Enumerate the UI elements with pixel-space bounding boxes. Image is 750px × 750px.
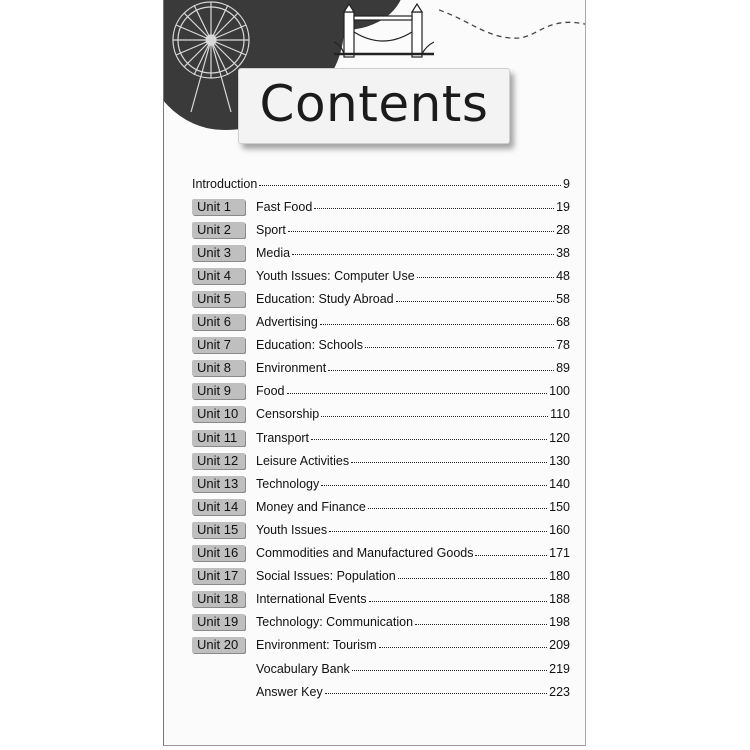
toc-page-number: 171: [549, 546, 570, 561]
book-page: [163, 0, 586, 746]
toc-page-number: 140: [549, 476, 570, 491]
toc-label: Education: Study Abroad: [256, 292, 394, 307]
toc-label: Answer Key: [256, 684, 323, 699]
dot-leader: [475, 547, 547, 556]
toc-page-number: 58: [556, 292, 570, 307]
toc-row-unit[interactable]: [192, 334, 570, 357]
dot-leader: [369, 593, 548, 602]
unit-badge: Unit 11: [192, 430, 245, 446]
toc-row-unit[interactable]: [192, 218, 570, 241]
toc-label: Vocabulary Bank: [256, 661, 350, 676]
toc-label: Media: [256, 245, 291, 260]
toc-label: Sport: [256, 222, 286, 237]
toc-label: Technology: Communication: [256, 615, 414, 630]
dot-leader: [396, 293, 554, 302]
dashed-path-decoration: [439, 0, 586, 60]
toc-row-unit[interactable]: [192, 588, 570, 611]
toc-label: Education: Schools: [256, 338, 364, 353]
title-card: [238, 68, 510, 144]
unit-badge: Unit 12: [192, 453, 245, 469]
toc-page-number: 209: [549, 638, 570, 653]
dot-leader: [314, 200, 554, 209]
toc-label: Censorship: [256, 407, 320, 422]
toc-page-number: 9: [563, 176, 570, 191]
unit-badge: Unit 6: [192, 314, 245, 330]
toc-row-unit[interactable]: [192, 426, 570, 449]
toc-row-vocabulary-bank[interactable]: [192, 657, 570, 680]
toc-row-unit[interactable]: [192, 518, 570, 541]
dot-leader: [328, 362, 554, 371]
toc-label: Youth Issues: [256, 522, 328, 537]
toc-label: Commodities and Manufactured Goods: [256, 546, 474, 561]
unit-badge: Unit 18: [192, 591, 245, 607]
dot-leader: [365, 339, 554, 348]
toc-page-number: 68: [556, 315, 570, 330]
toc-label: Introduction: [192, 176, 258, 191]
dot-leader: [417, 269, 554, 278]
dot-leader: [329, 523, 547, 532]
toc-label: Money and Finance: [256, 499, 366, 514]
dot-leader: [321, 408, 548, 417]
toc-label: Social Issues: Population: [256, 569, 396, 584]
dot-leader: [325, 685, 547, 694]
toc-row-unit[interactable]: [192, 565, 570, 588]
toc-row-unit[interactable]: [192, 449, 570, 472]
toc-page-number: 180: [549, 569, 570, 584]
unit-badge: Unit 15: [192, 522, 245, 538]
toc-page-number: 223: [549, 684, 570, 699]
toc-row-unit[interactable]: [192, 241, 570, 264]
tower-bridge-icon: [334, 2, 434, 62]
toc-label: Environment: [256, 361, 327, 376]
dot-leader: [321, 477, 547, 486]
dot-leader: [415, 616, 547, 625]
dot-leader: [287, 385, 548, 394]
dot-leader: [352, 662, 547, 671]
toc-page-number: 48: [556, 268, 570, 283]
toc-label: International Events: [256, 592, 367, 607]
toc-label: Fast Food: [256, 199, 313, 214]
unit-badge: Unit 13: [192, 476, 245, 492]
toc-page-number: 78: [556, 338, 570, 353]
dot-leader: [379, 639, 547, 648]
unit-badge: Unit 16: [192, 545, 245, 561]
toc-label: Advertising: [256, 315, 318, 330]
toc-label: Leisure Activities: [256, 453, 350, 468]
toc-row-unit[interactable]: [192, 195, 570, 218]
toc-page-number: 28: [556, 222, 570, 237]
unit-badge: Unit 14: [192, 499, 245, 515]
toc-page-number: 38: [556, 245, 570, 260]
unit-badge: Unit 1: [192, 199, 245, 215]
unit-badge: Unit 9: [192, 383, 245, 399]
toc-label: Technology: [256, 476, 320, 491]
toc-page-number: 89: [556, 361, 570, 376]
toc-row-unit[interactable]: [192, 542, 570, 565]
toc-row-unit[interactable]: [192, 357, 570, 380]
toc-page-number: 160: [549, 522, 570, 537]
unit-badge: Unit 8: [192, 360, 245, 376]
dot-leader: [320, 316, 554, 325]
unit-badge: Unit 3: [192, 245, 245, 261]
dot-leader: [288, 223, 554, 232]
unit-badge: Unit 2: [192, 222, 245, 238]
toc-label: Transport: [256, 430, 310, 445]
unit-badge: Unit 5: [192, 291, 245, 307]
toc-page-number: 110: [550, 407, 570, 422]
toc-page-number: 219: [549, 661, 570, 676]
toc-page-number: 130: [549, 453, 570, 468]
dot-leader: [292, 246, 554, 255]
toc-row-introduction[interactable]: [192, 172, 570, 195]
toc-page-number: 19: [556, 199, 570, 214]
toc-row-unit[interactable]: [192, 264, 570, 287]
toc-row-unit[interactable]: [192, 380, 570, 403]
toc-label: Food: [256, 384, 285, 399]
dot-leader: [351, 454, 547, 463]
dot-leader: [311, 431, 547, 440]
toc-row-unit[interactable]: [192, 287, 570, 310]
unit-badge: Unit 7: [192, 337, 245, 353]
toc-page-number: 100: [549, 384, 570, 399]
page-title: Contents: [259, 75, 489, 133]
dot-leader: [259, 177, 561, 186]
toc-page-number: 150: [549, 499, 570, 514]
unit-badge: Unit 17: [192, 568, 245, 584]
toc-row-unit[interactable]: [192, 634, 570, 657]
toc-row-unit[interactable]: [192, 403, 570, 426]
toc-row-answer-key[interactable]: [192, 680, 570, 703]
toc-label: Youth Issues: Computer Use: [256, 268, 415, 283]
toc-row-unit[interactable]: [192, 495, 570, 518]
toc-page-number: 188: [549, 592, 570, 607]
toc-page-number: 198: [549, 615, 570, 630]
unit-badge: Unit 20: [192, 637, 245, 653]
toc-label: Environment: Tourism: [256, 638, 377, 653]
toc-row-unit[interactable]: [192, 311, 570, 334]
unit-badge: Unit 10: [192, 406, 245, 422]
toc-row-unit[interactable]: [192, 472, 570, 495]
unit-badge: Unit 4: [192, 268, 245, 284]
dot-leader: [368, 500, 547, 509]
unit-badge: Unit 19: [192, 614, 245, 630]
toc-row-unit[interactable]: [192, 611, 570, 634]
dot-leader: [398, 570, 547, 579]
table-of-contents: [192, 172, 570, 703]
toc-page-number: 120: [549, 430, 570, 445]
